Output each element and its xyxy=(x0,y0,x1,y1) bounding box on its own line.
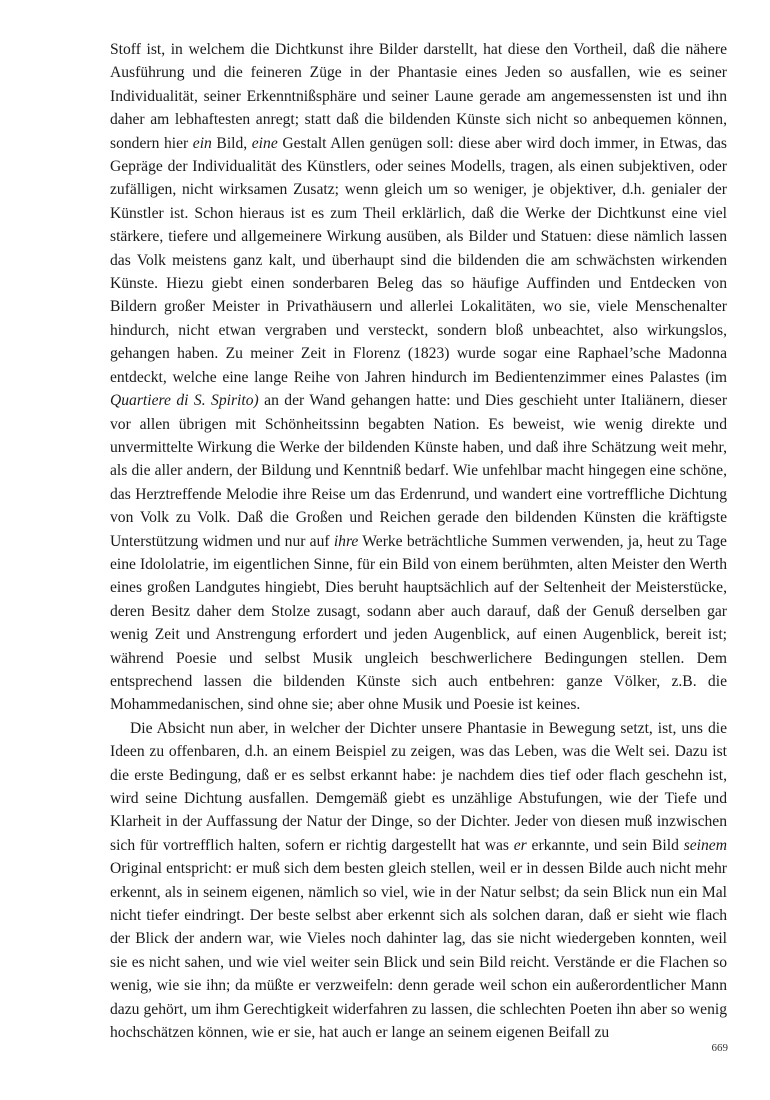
italic-run: eine xyxy=(251,134,278,152)
italic-run: seinem xyxy=(683,836,727,854)
text-run: an der Wand gehangen hatte: und Dies geschieht unter Italiänern, dieser vor allen übrigen mit Schönheitssinn begabten Nation. Es beweist, wie wenig direkte und unvermittelte Wirkung die Werke der bildenden Künste haben, und daß ihre Schätzung weit mehr, als die aller andern, der Bildung und Kenntniß bedarf. Wie unfehlbar macht hingegen eine schöne, das Herztreffende Melodie ihre Reise um das Erdenrund, und wandert eine vortreffliche Dichtung von Volk zu Volk. Daß die Großen und Reichen gerade den bildenden Künsten die kräftigste Unterstützung widmen und nur auf xyxy=(110,392,728,550)
text-run: Stoff ist, in welchem die Dichtkunst ihre Bilder darstellt, hat diese den Vortheil, daß die nähere Ausführung und die feineren Züge in der Phantasie eines Jeden so ausfallen, wie es seiner Individualität, seiner Erkenntnißsphäre und seiner Laune gerade am angemessensten ist und ihn daher am lebhaftesten anregt; statt daß die bildenden Künste sich nicht so anbequemen können, sondern hier xyxy=(110,41,727,152)
text-run: Werke beträchtliche Summen verwenden, ja, heut zu Tage eine Idololatrie, im eigentlichen Sinne, für ein Bild von einem berühmten, alten Meister den Werth eines großen Landgutes hingiebt, Dies beruht hauptsächlich auf der Seltenheit der Meisterstücke, deren Besitz daher dem Stolze zusagt, sodann aber auch darauf, daß der Genuß derselben gar wenig Zeit und Anstrengung erfordert und jeden Augenblick, auf einen Augenblick, bereit ist; während Poesie und selbst Musik ungleich beschwerlichere Bedingungen stellen. Dem entsprechend lassen die bildenden Künste sich auch entbehren: ganze Völker, z.B. die Mohammedanischen, sind ohne sie; aber ohne Musik und Poesie ist keines. xyxy=(110,532,727,714)
paragraph xyxy=(110,717,727,1045)
italic-run: ein xyxy=(192,134,212,152)
italic-run: er xyxy=(513,836,527,854)
text-run: Original entspricht: er muß sich dem besten gleich stellen, weil er in dessen Bilde auch nicht mehr erkennt, als in seinem eigenen, nämlich so viel, wie in der Natur selbst; da sein Blick nun ein Mal nicht tiefer eindringt. Der beste selbst aber erkennt sich als solchen daran, daß er sieht wie flach der Blick der andern war, wie Vieles noch dahinter lag, das sie nicht wiedergeben konnten, weil sie es nicht sahen, und wie viel weiter sein Blick und sein Bild reicht. Verstände er die Flachen so wenig, wie sie ihn; da müßte er verzweifeln: denn gerade weil schon ein außerordentlicher Mann dazu gehört, um ihm Gerechtigkeit widerfahren zu lassen, die schlechten Poeten ihn aber so wenig hochschätzen können, wie er sie, hat auch er lange an seinem eigenen Beifall zu xyxy=(110,860,727,1042)
paragraph xyxy=(110,38,727,717)
page-number: 669 xyxy=(711,1042,728,1054)
text-run: Bild, xyxy=(211,134,252,152)
italic-run: ihre xyxy=(333,532,359,550)
text-run: Die Absicht nun aber, in welcher der Dichter unsere Phantasie in Bewegung setzt, ist, uns die Ideen zu offenbaren, d.h. an einem Beispiel zu zeigen, was das Leben, was die Welt sei. Dazu ist die erste Bedingung, daß er es selbst erkannt habe: je nachdem dies tief oder flach geschehn ist, wird seine Dichtung ausfallen. Demgemäß giebt es unzählige Abstufungen, wie der Tiefe und Klarheit in der Auffassung der Natur der Dinge, so der Dichter. Jeder von diesen muß inzwischen sich für vortrefflich halten, sofern er richtig dargestellt hat was xyxy=(110,719,727,854)
text-run: erkannte, und sein Bild xyxy=(526,836,684,854)
text-run: Gestalt Allen genügen soll: diese aber wird doch immer, in Etwas, das Gepräge der Individualität des Künstlers, oder seines Modells, tragen, als einen subjektiven, oder zufälligen, nicht wirksamen Zusatz; wenn gleich um so weniger, je objektiver, d.h. genialer der Künstler ist. Schon hieraus ist es zum Theil erklärlich, daß die Werke der Dichtkunst eine viel stärkere, tiefere und allgemeinere Wirkung ausüben, als Bilder und Statuen: diese nämlich lassen das Volk meistens ganz kalt, und überhaupt sind die bildenden die am schwächsten wirkenden Künste. Hiezu giebt einen sonderbaren Beleg das so häufige Auffinden und Entdecken von Bildern großer Meister in Privathäusern und allerlei Lokalitäten, wo sie, viele Menschenalter hindurch, nicht etwan vergraben und versteckt, sondern bloß unbeachtet, also wirkungslos, gehangen haben. Zu meiner Zeit in Florenz (1823) wurde sogar eine Raphael’sche Madonna entdeckt, welche eine lange Reihe von Jahren hindurch im Bedientenzimmer eines Palastes (im xyxy=(110,134,727,386)
italic-run: Quartiere di S. Spirito) xyxy=(110,392,259,410)
body-text xyxy=(110,38,727,1044)
